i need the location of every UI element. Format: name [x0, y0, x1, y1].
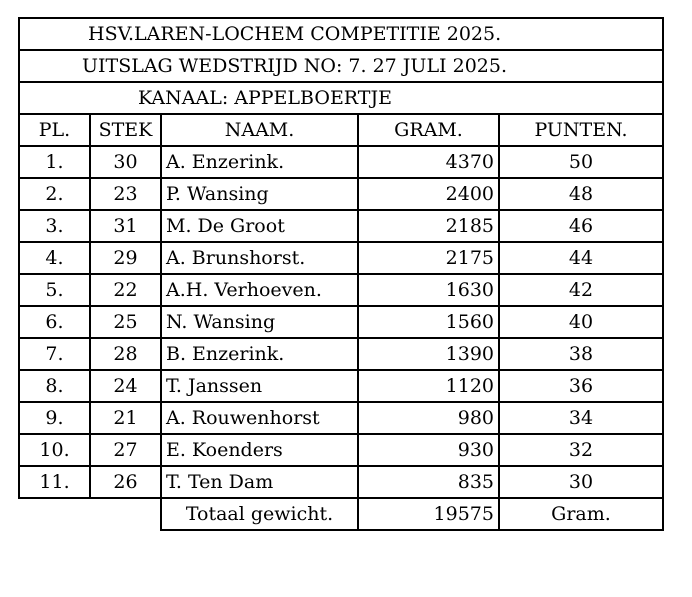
table-row: [19, 338, 663, 370]
cell-gram: 1120: [358, 370, 499, 402]
cell-punten: 48: [499, 178, 663, 210]
cell-gram: 4370: [358, 146, 499, 178]
cell-punten: 42: [499, 274, 663, 306]
cell-punten: 36: [499, 370, 663, 402]
cell-pl: 9.: [19, 402, 90, 434]
cell-gram: 1390: [358, 338, 499, 370]
cell-punten: 44: [499, 242, 663, 274]
cell-stek: 27: [90, 434, 161, 466]
cell-punten: 46: [499, 210, 663, 242]
title-row: [19, 50, 663, 82]
table-row: [19, 146, 663, 178]
total-row: [19, 498, 663, 530]
blank-cell: [90, 498, 161, 530]
competition-title: HSV.LAREN-LOCHEM COMPETITIE 2025.: [19, 18, 663, 50]
table-row: [19, 242, 663, 274]
cell-pl: 5.: [19, 274, 90, 306]
cell-naam: N. Wansing: [161, 306, 358, 338]
cell-pl: 1.: [19, 146, 90, 178]
cell-naam: T. Ten Dam: [161, 466, 358, 498]
table-row: [19, 402, 663, 434]
table-row: [19, 306, 663, 338]
cell-pl: 10.: [19, 434, 90, 466]
table-row: [19, 178, 663, 210]
header-stek: STEK: [90, 114, 161, 146]
table-row: [19, 466, 663, 498]
match-title: UITSLAG WEDSTRIJD NO: 7. 27 JULI 2025.: [19, 50, 663, 82]
total-label: Totaal gewicht.: [161, 498, 358, 530]
cell-gram: 980: [358, 402, 499, 434]
total-unit: Gram.: [499, 498, 663, 530]
cell-naam: B. Enzerink.: [161, 338, 358, 370]
column-header-row: [19, 114, 663, 146]
cell-pl: 4.: [19, 242, 90, 274]
cell-gram: 1560: [358, 306, 499, 338]
table-row: [19, 274, 663, 306]
title-row: [19, 82, 663, 114]
cell-stek: 30: [90, 146, 161, 178]
header-punten: PUNTEN.: [499, 114, 663, 146]
cell-naam: A. Enzerink.: [161, 146, 358, 178]
cell-stek: 26: [90, 466, 161, 498]
cell-naam: A.H. Verhoeven.: [161, 274, 358, 306]
cell-gram: 1630: [358, 274, 499, 306]
cell-stek: 22: [90, 274, 161, 306]
results-table: [18, 17, 664, 531]
cell-stek: 29: [90, 242, 161, 274]
cell-pl: 3.: [19, 210, 90, 242]
cell-naam: M. De Groot: [161, 210, 358, 242]
table-row: [19, 210, 663, 242]
header-gram: GRAM.: [358, 114, 499, 146]
header-naam: NAAM.: [161, 114, 358, 146]
cell-naam: A. Brunshorst.: [161, 242, 358, 274]
cell-stek: 24: [90, 370, 161, 402]
cell-punten: 38: [499, 338, 663, 370]
cell-stek: 28: [90, 338, 161, 370]
cell-punten: 32: [499, 434, 663, 466]
venue-title: KANAAL: APPELBOERTJE: [19, 82, 663, 114]
cell-gram: 2185: [358, 210, 499, 242]
cell-gram: 930: [358, 434, 499, 466]
cell-naam: E. Koenders: [161, 434, 358, 466]
cell-punten: 50: [499, 146, 663, 178]
cell-gram: 2400: [358, 178, 499, 210]
cell-gram: 2175: [358, 242, 499, 274]
table-row: [19, 434, 663, 466]
title-row: [19, 18, 663, 50]
cell-naam: A. Rouwenhorst: [161, 402, 358, 434]
cell-stek: 31: [90, 210, 161, 242]
blank-cell: [19, 498, 90, 530]
cell-pl: 8.: [19, 370, 90, 402]
cell-pl: 6.: [19, 306, 90, 338]
header-pl: PL.: [19, 114, 90, 146]
cell-punten: 30: [499, 466, 663, 498]
table-row: [19, 370, 663, 402]
total-value: 19575: [358, 498, 499, 530]
cell-punten: 40: [499, 306, 663, 338]
cell-pl: 2.: [19, 178, 90, 210]
cell-pl: 7.: [19, 338, 90, 370]
cell-stek: 25: [90, 306, 161, 338]
cell-stek: 21: [90, 402, 161, 434]
cell-naam: P. Wansing: [161, 178, 358, 210]
cell-gram: 835: [358, 466, 499, 498]
cell-naam: T. Janssen: [161, 370, 358, 402]
cell-punten: 34: [499, 402, 663, 434]
cell-stek: 23: [90, 178, 161, 210]
cell-pl: 11.: [19, 466, 90, 498]
